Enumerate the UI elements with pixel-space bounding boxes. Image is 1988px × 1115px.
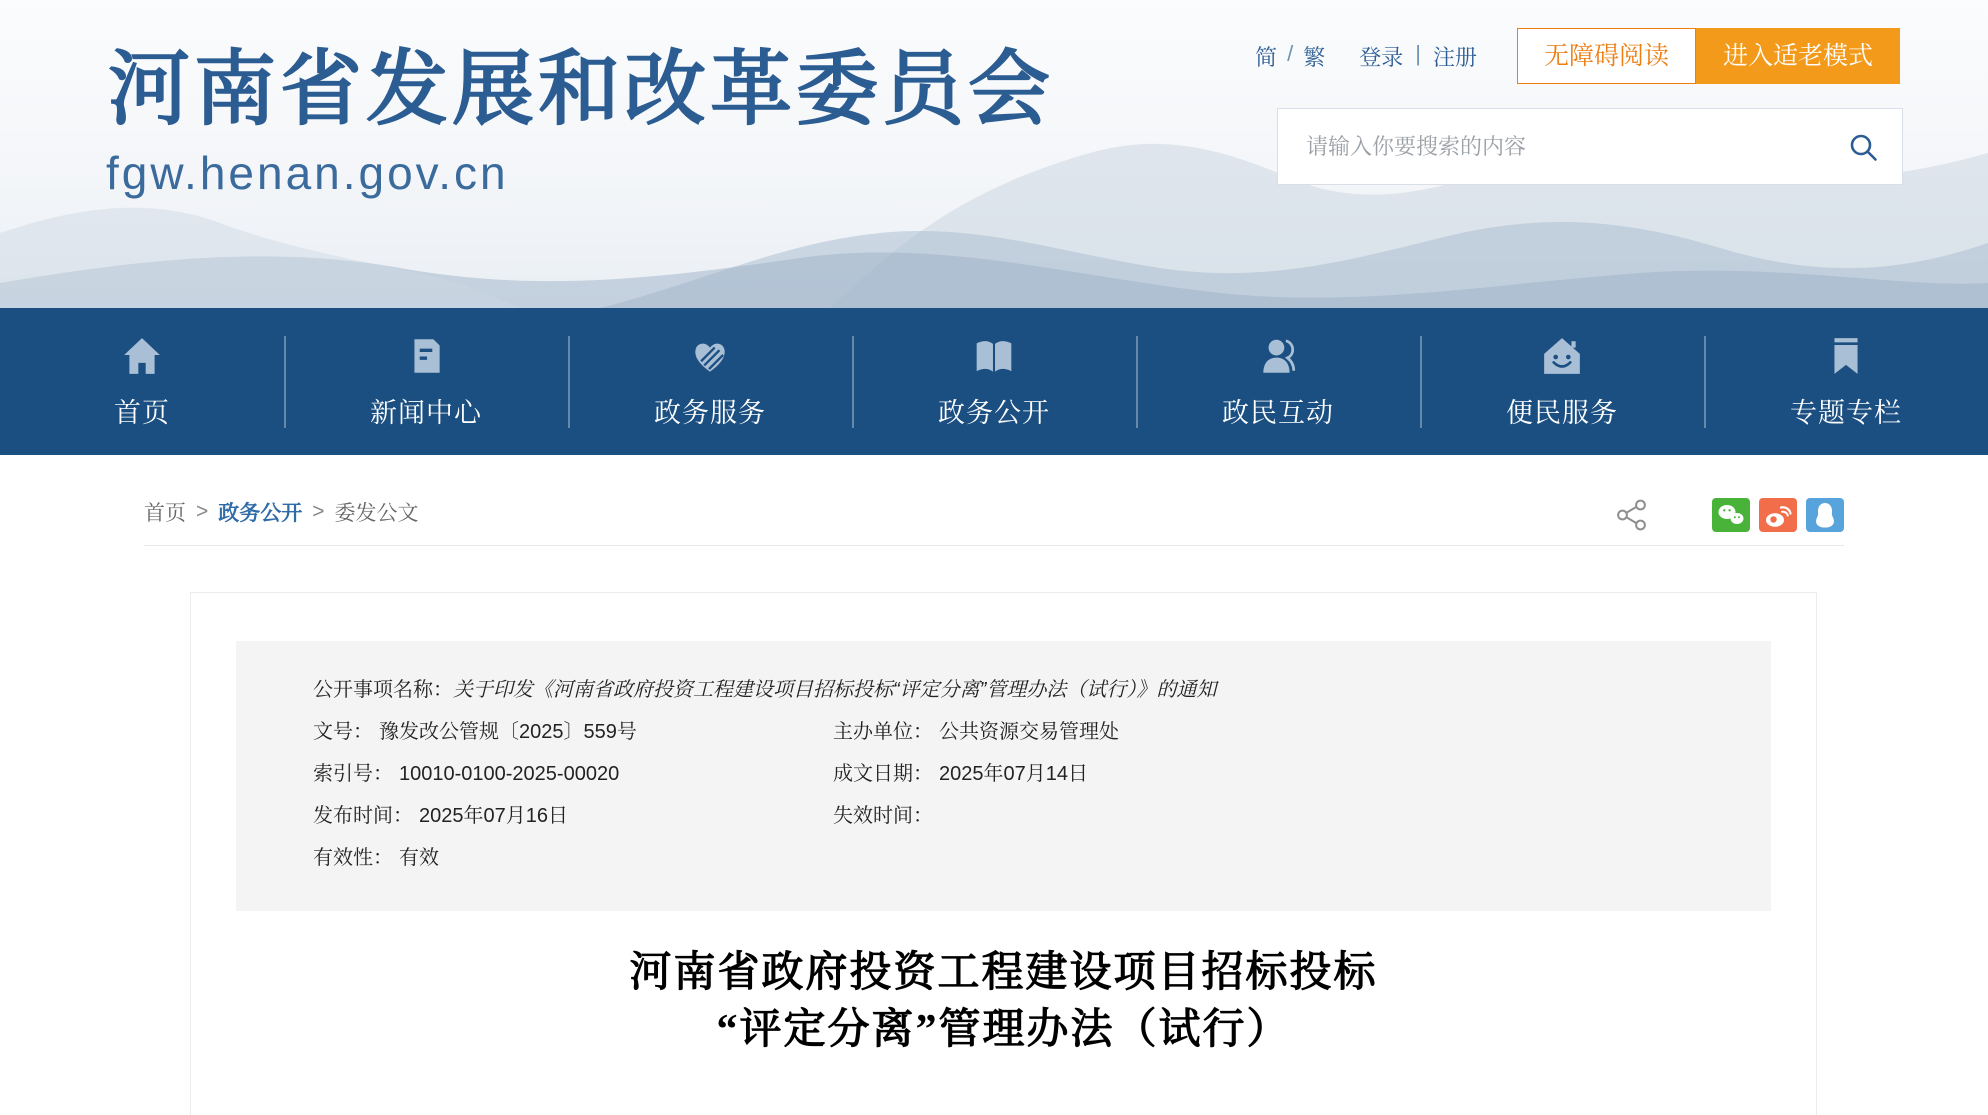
lang-separator: / — [1287, 40, 1294, 66]
nav-item-label: 政务服务 — [654, 398, 766, 428]
main-navigation — [0, 308, 1988, 455]
bookmark-icon — [1825, 335, 1867, 377]
nav-item-label: 专题专栏 — [1790, 398, 1902, 428]
index-number-value: 10010-0100-2025-00020 — [399, 763, 620, 785]
meta-name-label: 公开事项名称： — [313, 679, 453, 701]
host-unit-label: 主办单位： — [833, 721, 933, 743]
meta-row — [313, 837, 1731, 879]
meta-row — [313, 795, 1731, 837]
publish-time-value: 2025年07月16日 — [419, 805, 568, 827]
accessibility-reading-button[interactable]: 无障碍阅读 — [1517, 28, 1696, 84]
register-link[interactable]: 注册 — [1432, 44, 1477, 70]
document-title-line1: 河南省政府投资工程建设项目招标投标 — [629, 950, 1378, 996]
share-toolbar — [1614, 497, 1844, 533]
nav-item-news[interactable] — [284, 308, 568, 455]
search-icon[interactable] — [1848, 132, 1878, 162]
login-link[interactable]: 登录 — [1359, 44, 1404, 70]
breadcrumb-separator: > — [196, 500, 209, 523]
nav-item-special-topics[interactable] — [1704, 308, 1988, 455]
issue-date-label: 成文日期： — [833, 763, 933, 785]
document-meta-box — [236, 641, 1771, 911]
publish-time-label: 发布时间： — [313, 805, 413, 827]
nav-item-home[interactable] — [0, 308, 284, 455]
document-title — [191, 945, 1816, 1059]
doc-number-label: 文号： — [313, 721, 373, 743]
nav-item-disclosure[interactable] — [852, 308, 1136, 455]
nav-item-label: 新闻中心 — [370, 398, 482, 428]
language-switch — [1255, 41, 1325, 72]
nav-item-convenience[interactable] — [1420, 308, 1704, 455]
validity-label: 有效性： — [313, 847, 393, 869]
open-book-icon — [973, 335, 1015, 377]
weibo-icon[interactable] — [1759, 498, 1797, 532]
auth-links — [1359, 41, 1477, 72]
validity-value: 有效 — [399, 847, 439, 869]
site-search — [1277, 108, 1903, 185]
lang-traditional-link[interactable]: 繁 — [1303, 44, 1326, 70]
person-icon — [1257, 335, 1299, 377]
meta-row — [313, 753, 1731, 795]
meta-row — [313, 711, 1731, 753]
home-icon — [121, 335, 163, 377]
social-share-icons — [1712, 498, 1844, 532]
header-utility-bar — [1255, 28, 1900, 84]
doc-number-value: 豫发改公管规〔2025〕559号 — [379, 721, 637, 743]
search-input[interactable] — [1278, 109, 1902, 184]
mode-buttons — [1517, 28, 1900, 84]
qq-icon[interactable] — [1806, 498, 1844, 532]
breadcrumb-separator: > — [312, 500, 325, 523]
auth-separator: | — [1415, 40, 1421, 66]
site-header — [0, 0, 1988, 308]
site-logo-url: fgw.henan.gov.cn — [106, 147, 509, 199]
nav-item-label: 政民互动 — [1222, 398, 1334, 428]
nav-item-services[interactable] — [568, 308, 852, 455]
news-doc-icon — [405, 335, 447, 377]
breadcrumb-current: 委发公文 — [334, 502, 419, 525]
nav-item-interaction[interactable] — [1136, 308, 1420, 455]
elder-mode-button[interactable]: 进入适老模式 — [1696, 28, 1900, 84]
meta-name-value: 关于印发《河南省政府投资工程建设项目招标投标“评定分离”管理办法（试行）》的通知 — [453, 679, 1217, 701]
breadcrumb-disclosure[interactable]: 政务公开 — [218, 502, 303, 525]
house-smile-icon — [1541, 335, 1583, 377]
nav-item-label: 政务公开 — [938, 398, 1050, 428]
issue-date-value: 2025年07月14日 — [939, 763, 1088, 785]
heart-hands-icon — [689, 335, 731, 377]
document-title-line2: “评定分离”管理办法（试行） — [716, 1007, 1291, 1054]
index-number-label: 索引号： — [313, 763, 393, 785]
document-card — [190, 592, 1817, 1115]
meta-row-name — [313, 669, 1731, 711]
breadcrumb-row — [144, 455, 1844, 546]
breadcrumb-home[interactable]: 首页 — [144, 502, 186, 525]
lang-simplified-link[interactable]: 简 — [1255, 44, 1278, 70]
host-unit-value: 公共资源交易管理处 — [939, 721, 1119, 743]
share-network-icon[interactable] — [1614, 497, 1650, 533]
nav-item-label: 首页 — [114, 398, 170, 428]
site-logo-name[interactable]: 河南省发展和改革委员会 — [108, 44, 1055, 135]
wechat-icon[interactable] — [1712, 498, 1750, 532]
nav-item-label: 便民服务 — [1506, 398, 1618, 428]
expiry-time-label: 失效时间： — [833, 805, 933, 827]
breadcrumb — [144, 497, 419, 533]
